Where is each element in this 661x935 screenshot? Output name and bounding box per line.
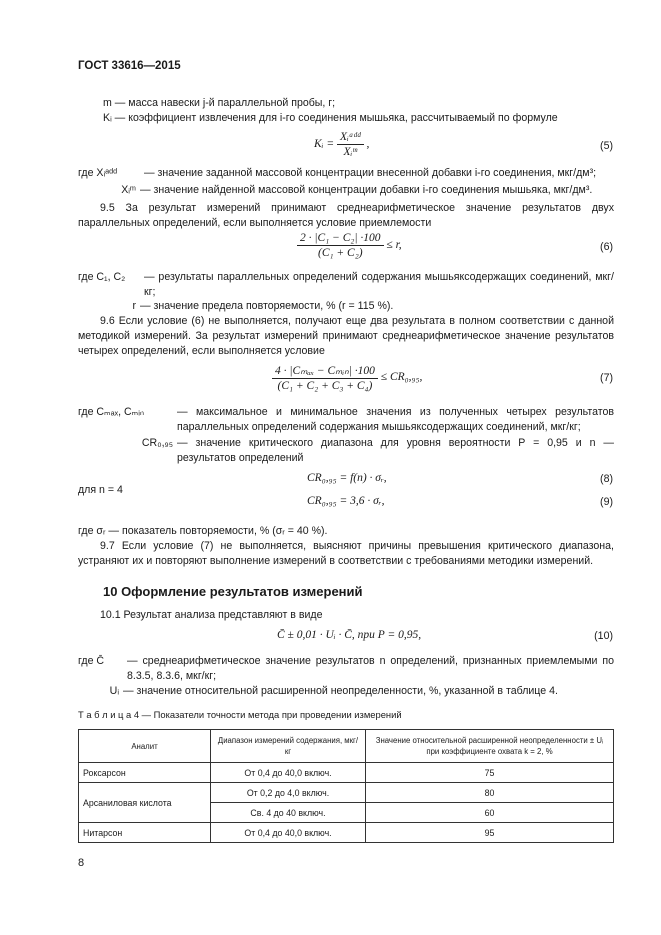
def-cr — [78, 436, 614, 466]
def-xm-value: — значение найденной массовой концентрации добавки i-го соединения мышьяка, мкг/дм³. — [140, 184, 593, 196]
def-ui-key: Uᵢ — [109, 685, 119, 697]
def-xadd-value: — значение заданной массовой концентрации внесенной добавки i-го соединения, мкг/дм³; — [144, 167, 597, 179]
equation-9: CR₀,₉₅ = 3,6 · σᵣ, — [307, 495, 385, 507]
cell-analyte: Нитарсон — [79, 823, 211, 843]
equation-5 — [314, 131, 369, 158]
eq6-tail: ≤ r, — [386, 239, 402, 252]
paragraph-9-5: 9.5 За результат измерений принимают среднеарифметическое значение результатов двух параллельных определений, если выполняется условие приемлемости — [78, 202, 614, 229]
eq7-den: (C₁ + C₂ + C₃ + C₄) — [277, 380, 373, 392]
table-row — [79, 763, 614, 783]
equation-7 — [272, 363, 422, 392]
eq9-number: (9) — [600, 496, 613, 508]
def-cmax-cmin — [78, 405, 614, 435]
def-cmax-key: где Cₘₐₓ, Cₘᵢₙ — [78, 406, 145, 418]
table-row — [79, 783, 614, 803]
def-xm — [78, 183, 614, 198]
eq6-number: (6) — [600, 241, 613, 253]
paragraph-10-1: 10.1 Результат анализа представляют в виде — [100, 609, 323, 621]
eq5-number: (5) — [600, 140, 613, 152]
def-cr-value: — значение критического диапазона для уровня вероятности P = 0,95 и n — результатов определений — [177, 437, 614, 464]
eq7-num: 4 · |Cₘₐₓ − Cₘᵢₙ| ·100 — [272, 363, 378, 379]
cell-analyte: Роксарсон — [79, 763, 211, 783]
def-r — [78, 299, 614, 314]
cell-value: 75 — [366, 763, 614, 783]
def-c1c2-value: — результаты параллельных определений содержания мышьяксодержащих соединений, мкг/кг; — [144, 271, 614, 298]
table-row — [79, 823, 614, 843]
def-r-value: — значение предела повторяемости, % (r = 115 %). — [140, 300, 394, 312]
def-c1c2 — [78, 270, 614, 300]
cell-value: 80 — [366, 783, 614, 803]
def-cbar — [78, 654, 614, 684]
header-uncertainty: Значение относительной расширенной неопределенности ± Uᵢ при коэффициенте охвата k = 2, % — [366, 730, 614, 763]
sigma-definition: где σᵣ — показатель повторяемости, % (σᵣ = 40 %). — [78, 525, 328, 537]
eq5-num: Xᵢᵃᵈᵈ — [337, 131, 364, 145]
def-k: Kᵢ — коэффициент извлечения для i-го соединения мышьяка, рассчитываемый по формуле — [103, 112, 558, 124]
cell-range: От 0,4 до 40,0 включ. — [211, 823, 366, 843]
eq8-number: (8) — [600, 473, 613, 485]
table-header-row — [79, 730, 614, 763]
def-cr-key: CR₀,₉₅ — [141, 437, 173, 449]
eq7-number: (7) — [600, 372, 613, 384]
equation-10: C̄ ± 0,01 · Uᵢ · C̄, при P = 0,95, — [277, 629, 422, 641]
eq5-lhs: Kᵢ = — [314, 138, 335, 151]
document-header: ГОСТ 33616—2015 — [78, 60, 181, 72]
section-heading-10: 10 Оформление результатов измерений — [103, 584, 363, 599]
cell-value: 95 — [366, 823, 614, 843]
equation-6 — [297, 232, 402, 259]
paragraph-9-6: 9.6 Если условие (6) не выполняется, получают еще два результата в полном соответствии с данной методикой измерений. За результат измерений принимают среднеарифметическое значение результатов четырех определений, если выполняется условие — [78, 315, 614, 357]
def-xm-key: Xᵢᵐ — [121, 184, 136, 196]
def-xadd — [78, 166, 614, 181]
accuracy-table — [78, 729, 614, 843]
def-cbar-value: — среднеарифметическое значение результатов n определений, признанных приемлемыми по 8.3.5, 8.3.6, мкг/кг; — [127, 655, 614, 682]
def-ui — [78, 684, 614, 699]
for-n-label: для n = 4 — [78, 484, 123, 496]
paragraph-9-7: 9.7 Если условие (7) не выполняется, выясняют причины превышения критического диапазона, устраняют их и повторяют выполнение измерений в соответствии с требованиями методики измерений. — [78, 540, 614, 567]
eq6-den: (C₁ + C₂) — [318, 247, 363, 259]
eq5-tail: , — [366, 138, 370, 151]
cell-analyte: Арсаниловая кислота — [79, 783, 211, 823]
cell-range: Св. 4 до 40 включ. — [211, 803, 366, 823]
header-range: Диапазон измерений содержания, мкг/кг — [211, 730, 366, 763]
eq5-den: Xᵢᵐ — [343, 146, 358, 158]
equation-8: CR₀,₉₅ = f(n) · σᵣ, — [307, 472, 387, 484]
page-number: 8 — [78, 857, 85, 869]
def-ui-value: — значение относительной расширенной неопределенности, %, указанной в таблице 4. — [123, 685, 558, 697]
cell-value: 60 — [366, 803, 614, 823]
def-xadd-key: где Xᵢᵃᵈᵈ — [78, 167, 118, 179]
def-cmax-value: — максимальное и минимальное значения из полученных четырех результатов параллельных определений содержания мышьяксодержащих соединений, мкг/кг; — [177, 406, 614, 433]
def-r-key: r — [132, 300, 136, 312]
eq7-tail: ≤ CR₀,₉₅, — [380, 371, 423, 384]
header-analyte: Аналит — [79, 730, 211, 763]
eq10-number: (10) — [594, 630, 613, 642]
def-m: m — масса навески j-й параллельной пробы, г; — [103, 97, 336, 109]
cell-range: От 0,4 до 40,0 включ. — [211, 763, 366, 783]
def-cbar-key: где C̄ — [78, 655, 105, 667]
def-c1c2-key: где C₁, C₂ — [78, 271, 126, 283]
eq6-num: 2 · |C₁ − C₂| ·100 — [297, 232, 384, 246]
table-caption: Т а б л и ц а 4 — Показатели точности метода при проведении измерений — [78, 709, 402, 720]
cell-range: От 0,2 до 4,0 включ. — [211, 783, 366, 803]
